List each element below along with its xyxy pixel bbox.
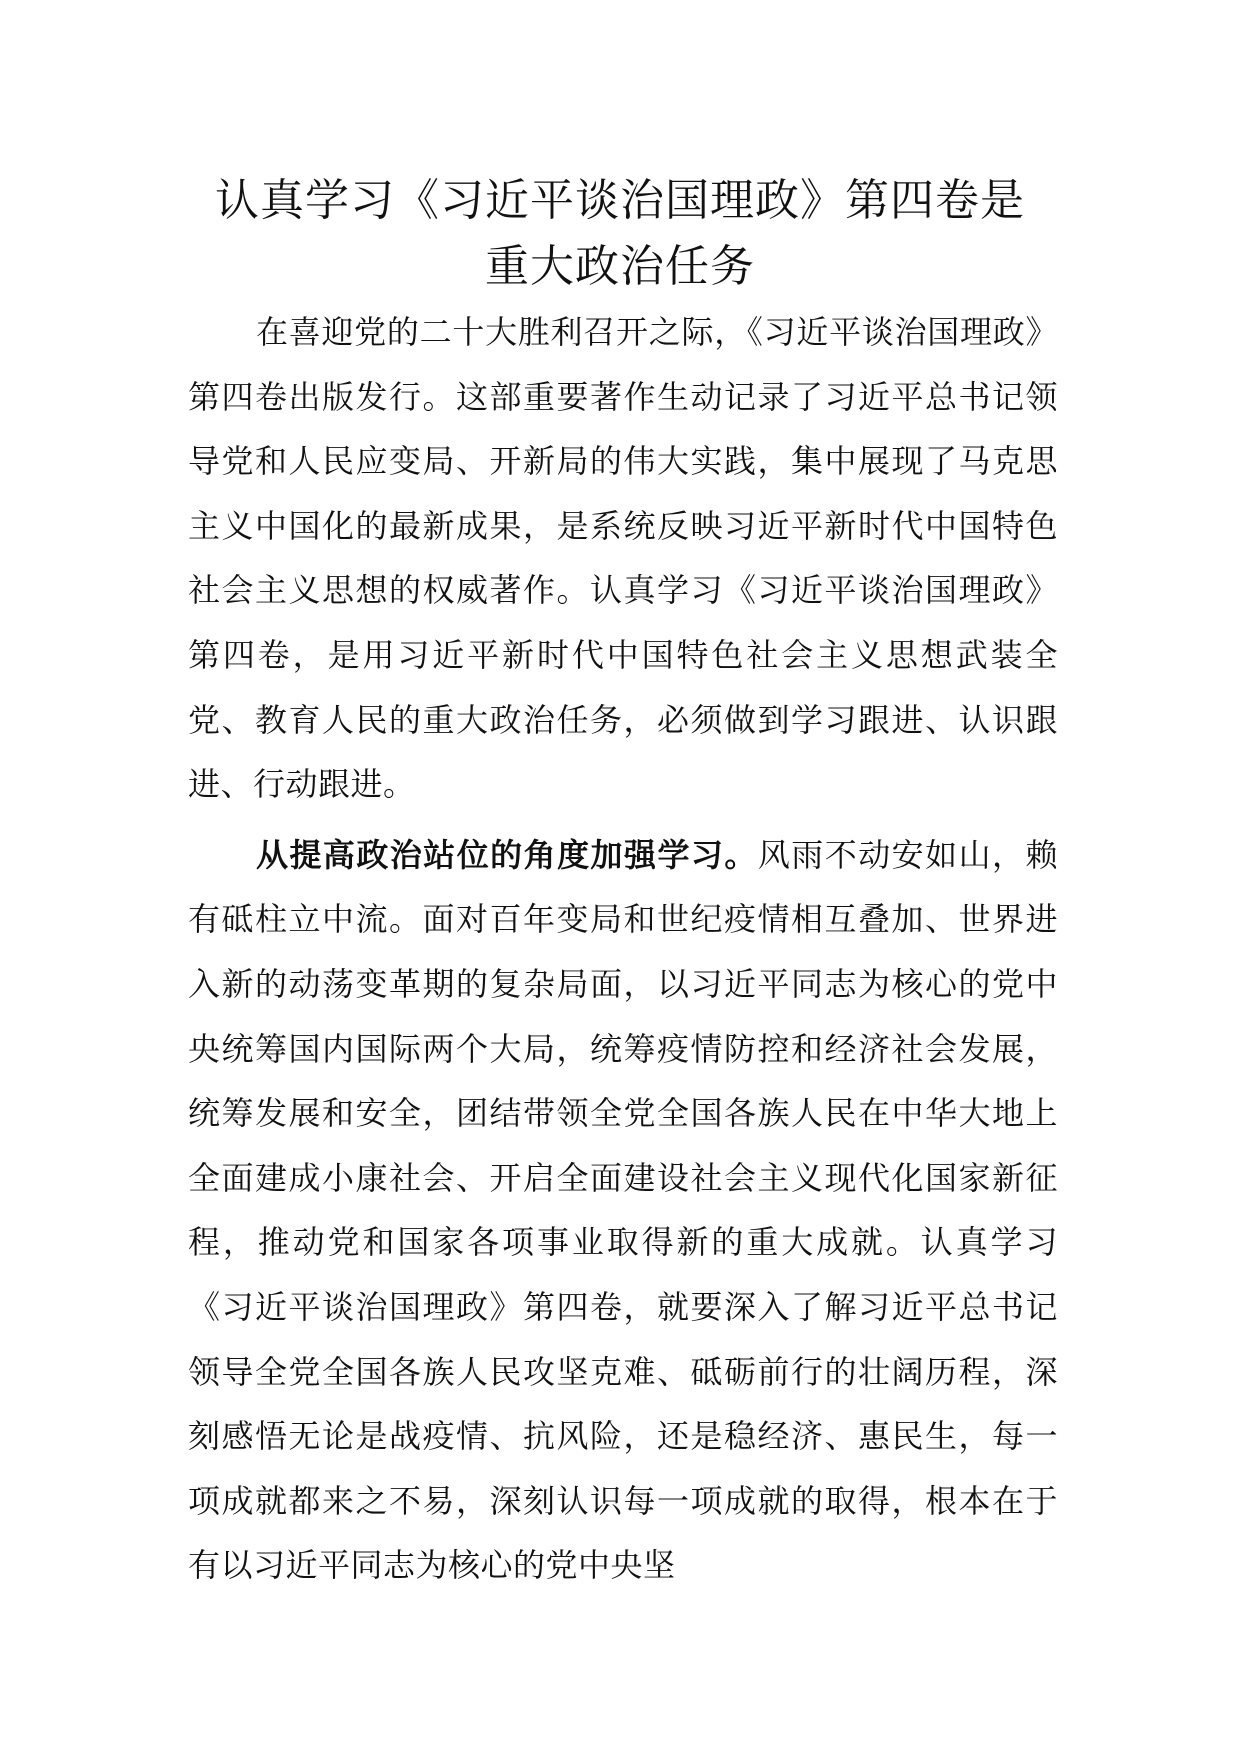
paragraph-political-stance xyxy=(188,823,1058,1598)
document-title xyxy=(170,168,1070,300)
paragraph-lead-heading: 从提高政治站位的角度加强学习。 xyxy=(256,835,758,874)
title-line-1: 认真学习《习近平谈治国理政》第四卷是 xyxy=(215,175,1025,226)
paragraph-body-text: 风雨不动安如山，赖有砥柱立中流。面对百年变局和世纪疫情相互叠加、世界进入新的动荡变革期的复杂局面，以习近平同志为核心的党中央统筹国内国际两个大局，统筹疫情防控和经济社会发展，统筹发展和安全，团结带领全党全国各族人民在中华大地上全面建成小康社会、开启全面建设社会主义现代化国家新征程，推动党和国家各项事业取得新的重大成就。认真学习《习近平谈治国理政》第四卷，就要深入了解习近平总书记领导全党全国各族人民攻坚克难、砥砺前行的壮阔历程，深刻感悟无论是战疫情、抗风险，还是稳经济、惠民生，每一项成就都来之不易，深刻认识每一项成就的取得，根本在于有以习近平同志为核心的党中央坚 xyxy=(188,835,1058,1585)
document-body xyxy=(188,300,1058,1598)
title-line-2: 重大政治任务 xyxy=(485,241,755,292)
paragraph-intro: 在喜迎党的二十大胜利召开之际，《习近平谈治国理政》第四卷出版发行。这部重要著作生动记录了习近平总书记领导党和人民应变局、开新局的伟大实践，集中展现了马克思主义中国化的最新成果，是系统反映习近平新时代中国特色社会主义思想的权威著作。认真学习《习近平谈治国理政》第四卷，是用习近平新时代中国特色社会主义思想武装全党、教育人民的重大政治任务，必须做到学习跟进、认识跟进、行动跟进。 xyxy=(188,313,1058,804)
